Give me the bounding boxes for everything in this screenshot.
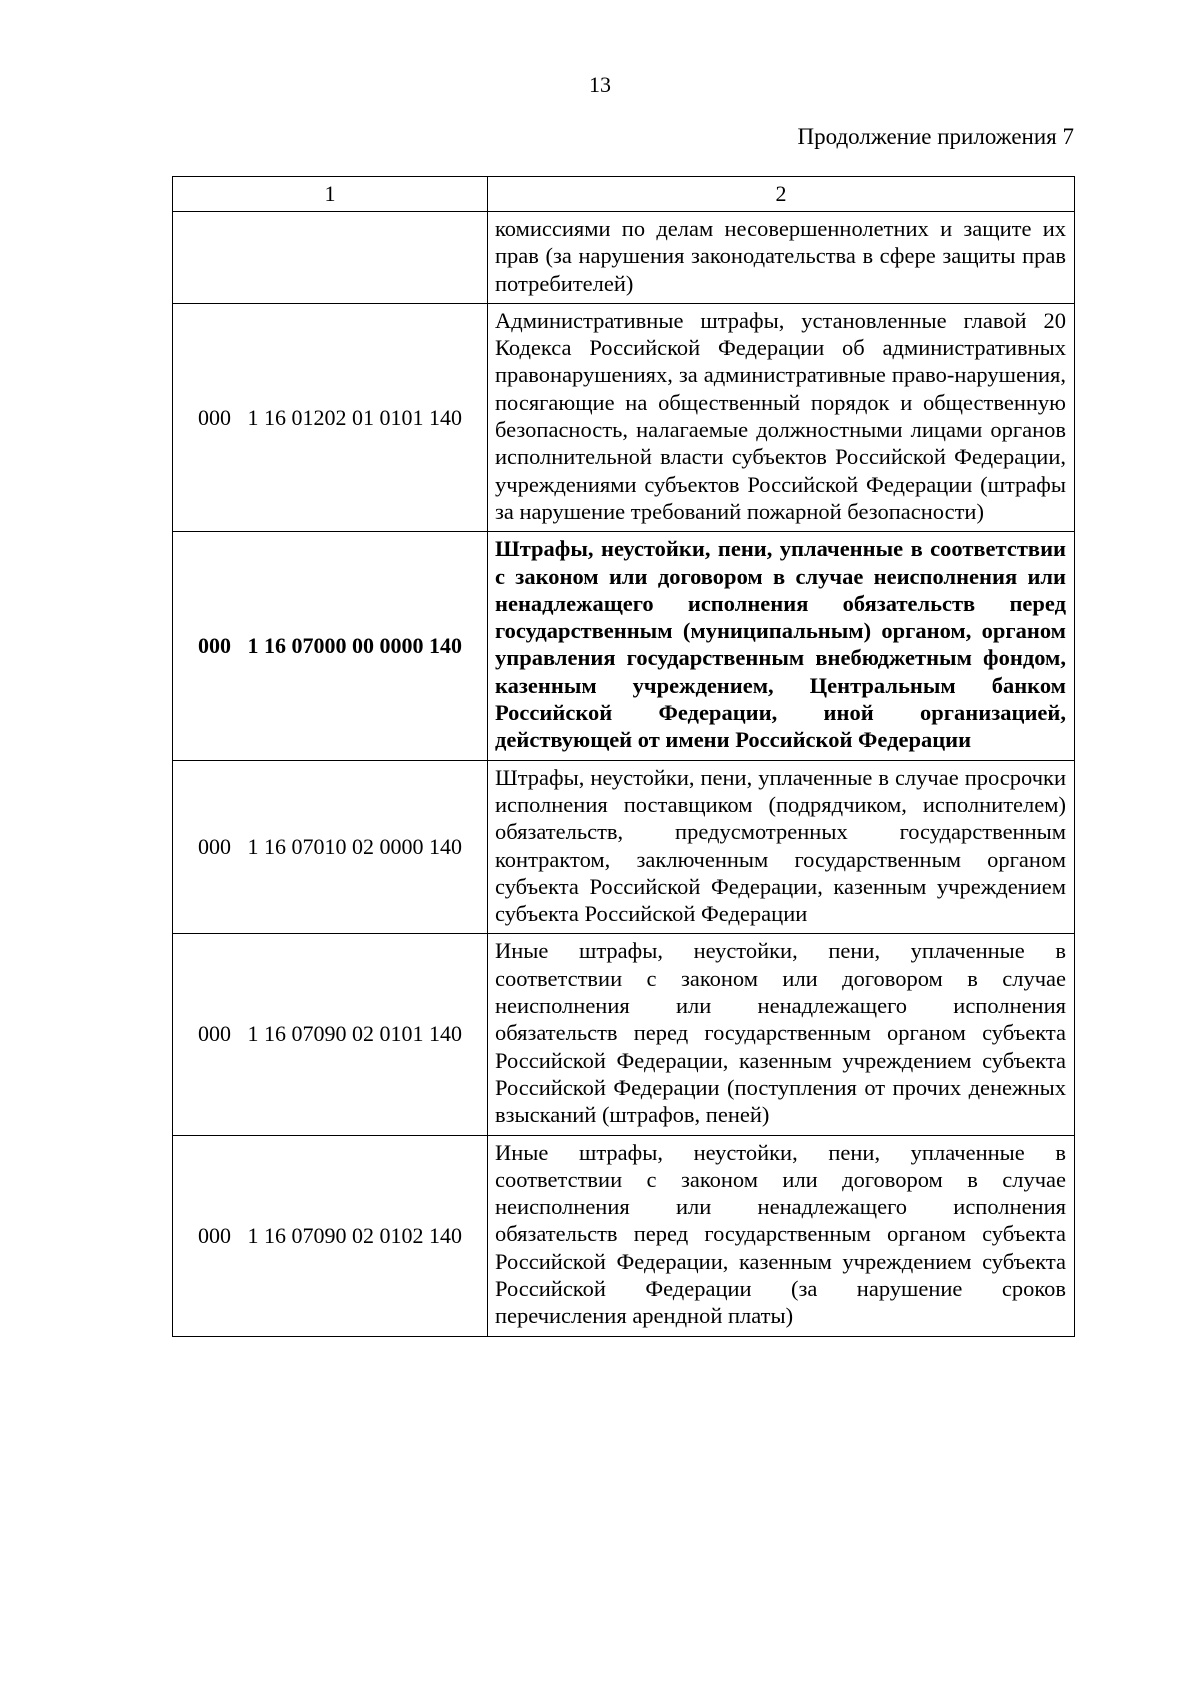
description-cell: Иные штрафы, неустойки, пени, уплаченные в соответствии с законом или договором в случае неисполнения или ненадлежащего исполнения обязательств перед государственным органом субъекта Российской Федерации, казенным учреждением субъекта Российской Федерации (поступления от прочих денежных взысканий (штрафов, пеней)	[488, 934, 1075, 1135]
table-row	[173, 1135, 1075, 1336]
budget-code-cell: 000 1 16 07010 02 0000 140	[173, 760, 488, 934]
budget-code-cell: 000 1 16 07000 00 0000 140	[173, 532, 488, 760]
classification-table	[172, 176, 1075, 1337]
table-row	[173, 934, 1075, 1135]
description-cell: комиссиями по делам несовершеннолетних и защите их прав (за нарушения законодательства в сфере защиты прав потребителей)	[488, 212, 1075, 304]
table-row	[173, 212, 1075, 304]
budget-code-cell: 000 1 16 01202 01 0101 140	[173, 303, 488, 531]
description-cell: Административные штрафы, установленные главой 20 Кодекса Российской Федерации об административных правонарушениях, за административные право-нарушения, посягающие на общественный порядок и общественную безопасность, налагаемые должностными лицами органов исполнительной власти субъектов Российской Федерации, учреждениями субъектов Российской Федерации (штрафы за нарушение требований пожарной безопасности)	[488, 303, 1075, 531]
appendix-continuation-note: Продолжение приложения 7	[797, 124, 1074, 149]
description-cell: Штрафы, неустойки, пени, уплаченные в случае просрочки исполнения поставщиком (подрядчиком, исполнителем) обязательств, предусмотренных государственным контрактом, заключенным государственным органом субъекта Российской Федерации, казенным учреждением субъекта Российской Федерации	[488, 760, 1075, 934]
table-row	[173, 303, 1075, 531]
table-header-row	[173, 177, 1075, 212]
description-cell: Иные штрафы, неустойки, пени, уплаченные в соответствии с законом или договором в случае неисполнения или ненадлежащего исполнения обязательств перед государственным органом субъекта Российской Федерации, казенным учреждением субъекта Российской Федерации (за нарушение сроков перечисления арендной платы)	[488, 1135, 1075, 1336]
page-number: 13	[589, 72, 611, 97]
budget-code-cell: 000 1 16 07090 02 0101 140	[173, 934, 488, 1135]
column-header-1: 1	[173, 177, 488, 212]
budget-code-cell	[173, 212, 488, 304]
description-cell: Штрафы, неустойки, пени, уплаченные в соответствии с законом или договором в случае неисполнения или ненадлежащего исполнения обязательств перед государственным (муниципальным) органом, органом управления государственным внебюджетным фондом, казенным учреждением, Центральным банком Российской Федерации, иной организацией, действующей от имени Российской Федерации	[488, 532, 1075, 760]
table-row	[173, 760, 1075, 934]
column-header-2: 2	[488, 177, 1075, 212]
budget-code-cell: 000 1 16 07090 02 0102 140	[173, 1135, 488, 1336]
table-row	[173, 532, 1075, 760]
